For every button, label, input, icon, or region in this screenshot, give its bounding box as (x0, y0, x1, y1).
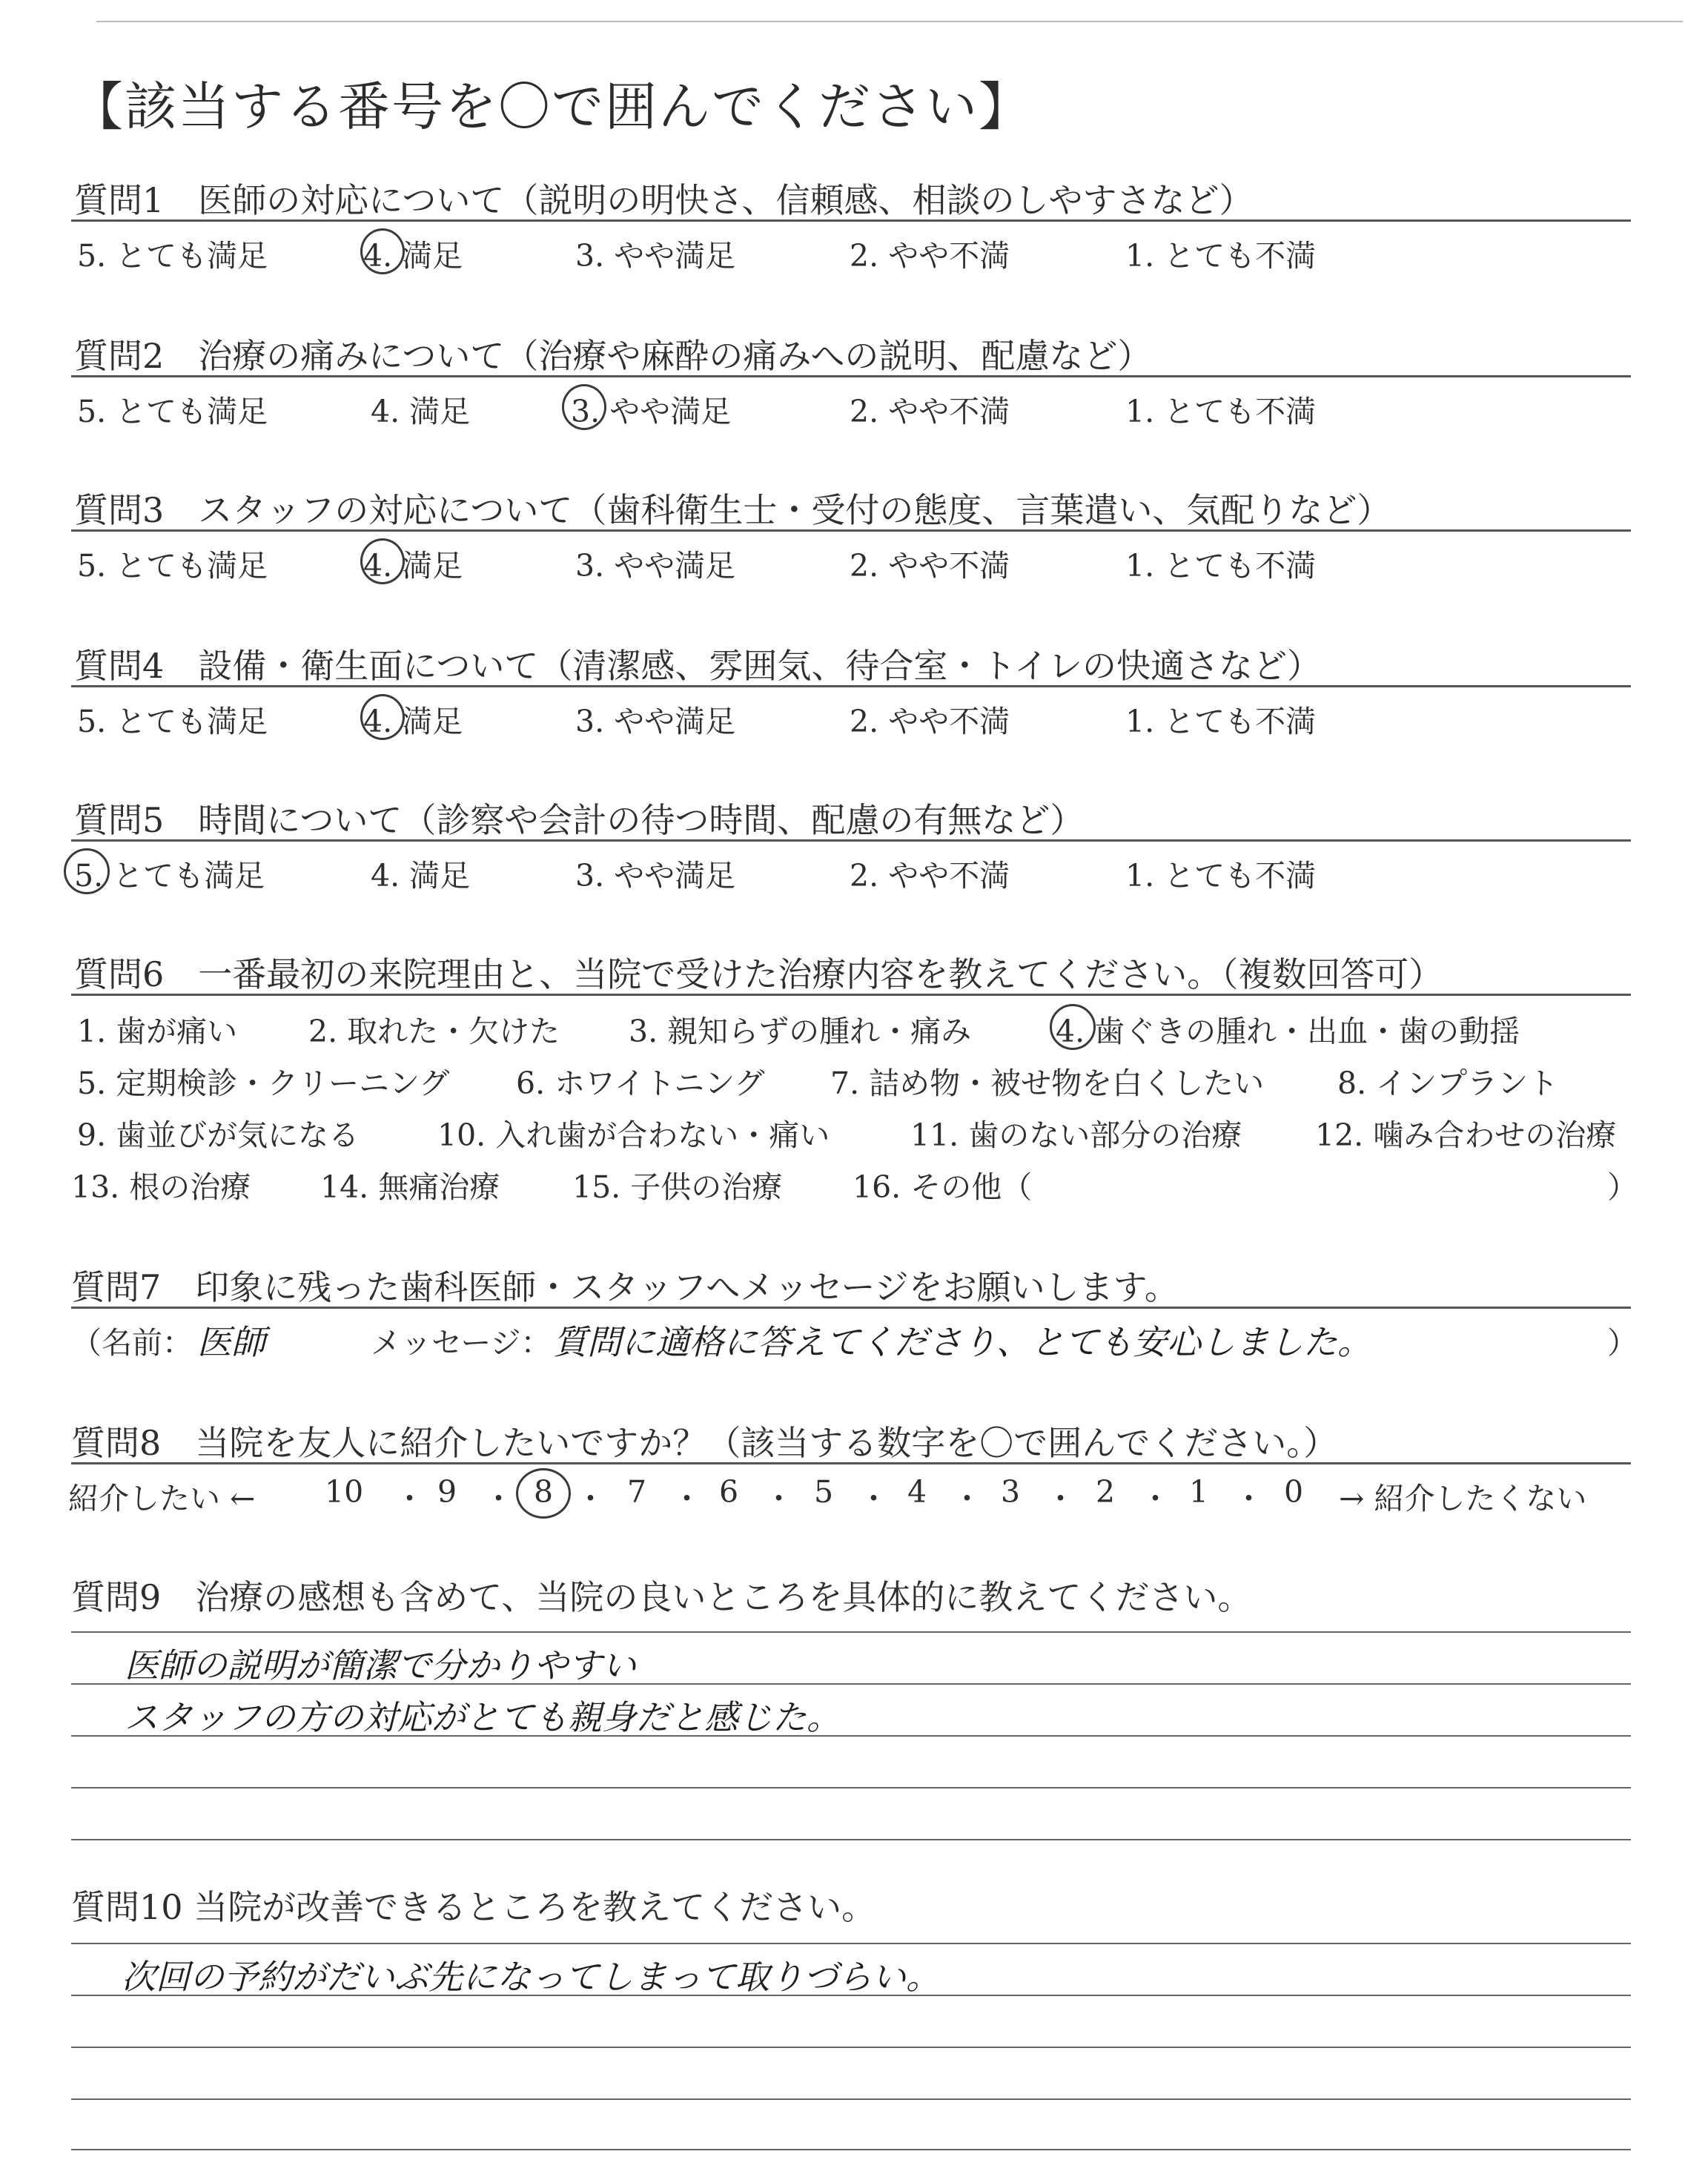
q9-rule-4 (71, 1787, 1631, 1789)
q2-option-4[interactable]: 4. 満足 (371, 394, 471, 429)
q8-sep: ・ (858, 1481, 889, 1516)
q9-answer-line-2[interactable]: スタッフの方の対応がとても親身だと感じた。 (125, 1697, 841, 1737)
q7-name-label: （名前： (71, 1325, 193, 1361)
q3-option-2[interactable]: 2. やや不満 (850, 548, 1010, 584)
q4-option-4[interactable]: 4. 満足 (363, 704, 463, 739)
q8-scale-6[interactable]: 6 (719, 1474, 739, 1510)
q2-option-1[interactable]: 1. とても不満 (1125, 394, 1317, 429)
q8-sep: ・ (672, 1481, 702, 1516)
q10-answer-line-1[interactable]: 次回の予約がだいぶ先になってしまって取りづらい。 (122, 1957, 940, 1997)
q6-option-11[interactable]: 11. 歯のない部分の治療 (910, 1117, 1242, 1153)
form-header: 【該当する番号を〇で囲んでください】 (71, 76, 1032, 137)
q8-scale-3[interactable]: 3 (1001, 1474, 1021, 1510)
q6-option-2[interactable]: 2. 取れた・欠けた (308, 1014, 560, 1049)
q8-scale-8[interactable]: 8 (534, 1474, 554, 1510)
q6-option-6[interactable]: 6. ホワイトニング (516, 1066, 765, 1101)
q5-option-5[interactable]: 5. とても満足 (74, 858, 265, 894)
q8-sep: ・ (764, 1481, 794, 1516)
q8-scale-7[interactable]: 7 (627, 1474, 647, 1510)
q4-option-2[interactable]: 2. やや不満 (850, 704, 1010, 739)
q6-option-9[interactable]: 9. 歯並びが気になる (77, 1117, 360, 1153)
q4-selected-circle (360, 694, 405, 740)
q9-answer-line-1[interactable]: 医師の説明が簡潔で分かりやすい (125, 1645, 636, 1685)
q8-scale-10[interactable]: 10 (325, 1474, 364, 1510)
q10-rule-3 (71, 2047, 1631, 2048)
q6-option-15[interactable]: 15. 子供の治療 (572, 1169, 783, 1205)
q6-option-13[interactable]: 13. 根の治療 (71, 1169, 251, 1205)
q8-scale-5[interactable]: 5 (814, 1474, 834, 1510)
q7-title: 質問7 印象に残った歯科医師・スタッフへメッセージをお願いします。 (71, 1267, 1179, 1307)
q8-left-label: 紹介したい ← (68, 1481, 256, 1516)
q2-option-5[interactable]: 5. とても満足 (77, 394, 268, 429)
q2-option-3[interactable]: 3. やや満足 (571, 394, 732, 429)
q2-selected-circle (562, 384, 606, 430)
q8-title: 質問8 当院を友人に紹介したいですか？（該当する数字を〇で囲んでください。） (71, 1423, 1338, 1463)
q6-title: 質問6 一番最初の来院理由と、当院で受けた治療内容を教えてください。（複数回答可） (74, 954, 1443, 994)
q4-rule (71, 685, 1631, 687)
q1-option-3[interactable]: 3. やや満足 (575, 238, 736, 274)
q8-scale-2[interactable]: 2 (1096, 1474, 1116, 1510)
q6-option-16[interactable]: 16. その他（ (853, 1169, 1033, 1205)
q8-sep: ・ (575, 1481, 606, 1516)
q8-selected-circle (516, 1468, 571, 1519)
q1-option-1[interactable]: 1. とても不満 (1125, 238, 1317, 274)
q5-option-2[interactable]: 2. やや不満 (850, 858, 1010, 894)
q2-option-2[interactable]: 2. やや不満 (850, 394, 1010, 429)
q6-rule (71, 994, 1631, 996)
q1-title: 質問1 医師の対応について（説明の明快さ、信頼感、相談のしやすさなど） (74, 180, 1254, 220)
q2-title: 質問2 治療の痛みについて（治療や麻酔の痛みへの説明、配慮など） (74, 336, 1152, 376)
q8-sep: ・ (1140, 1481, 1171, 1516)
q6-option-5[interactable]: 5. 定期検診・クリーニング (77, 1066, 450, 1101)
q6-option-10[interactable]: 10. 入れ歯が合わない・痛い (437, 1117, 830, 1153)
q4-option-3[interactable]: 3. やや満足 (575, 704, 736, 739)
q8-scale-0[interactable]: 0 (1284, 1474, 1304, 1510)
q4-title: 質問4 設備・衛生面について（清潔感、雰囲気、待合室・トイレの快適さなど） (74, 646, 1322, 686)
q3-option-3[interactable]: 3. やや満足 (575, 548, 736, 584)
q10-rule-2 (71, 1995, 1631, 1996)
q6-option-1[interactable]: 1. 歯が痛い (77, 1014, 238, 1049)
q4-option-5[interactable]: 5. とても満足 (77, 704, 268, 739)
q7-rule (71, 1307, 1631, 1309)
q10-rule-5 (71, 2149, 1631, 2150)
q6-option-14[interactable]: 14. 無痛治療 (320, 1169, 500, 1205)
q8-sep: ・ (1045, 1481, 1076, 1516)
q9-rule-2 (71, 1683, 1631, 1685)
q10-rule-1 (71, 1943, 1631, 1944)
q7-name-value[interactable]: 医師 (197, 1322, 265, 1362)
q9-rule-5 (71, 1839, 1631, 1840)
q1-option-4[interactable]: 4. 満足 (363, 238, 463, 274)
q1-selected-circle (360, 228, 405, 274)
q3-selected-circle (360, 538, 405, 584)
scan-top-edge (96, 21, 1683, 22)
q8-sep: ・ (483, 1481, 514, 1516)
q5-selected-circle (64, 848, 110, 894)
q5-title: 質問5 時間について（診察や会計の待つ時間、配慮の有無など） (74, 800, 1085, 840)
q7-message-value[interactable]: 質問に適格に答えてくださり、とても安心しました。 (553, 1322, 1371, 1362)
q3-option-5[interactable]: 5. とても満足 (77, 548, 268, 584)
q6-option-3[interactable]: 3. 親知らずの腫れ・痛み (629, 1014, 972, 1049)
q6-option-8[interactable]: 8. インプラント (1337, 1066, 1559, 1101)
q5-option-1[interactable]: 1. とても不満 (1125, 858, 1317, 894)
q3-option-4[interactable]: 4. 満足 (363, 548, 463, 584)
q8-scale-9[interactable]: 9 (437, 1474, 457, 1510)
q9-rule-1 (71, 1631, 1631, 1633)
q5-option-3[interactable]: 3. やや満足 (575, 858, 736, 894)
q6-option-4[interactable]: 4. 歯ぐきの腫れ・出血・歯の動揺 (1056, 1014, 1520, 1049)
q8-scale-1[interactable]: 1 (1189, 1474, 1209, 1510)
q4-option-1[interactable]: 1. とても不満 (1125, 704, 1317, 739)
q10-title: 質問10 当院が改善できるところを教えてください。 (71, 1887, 876, 1927)
q3-title: 質問3 スタッフの対応について（歯科衛生士・受付の態度、言葉遣い、気配りなど） (74, 490, 1391, 530)
q9-title: 質問9 治療の感想も含めて、当院の良いところを具体的に教えてください。 (71, 1577, 1252, 1617)
q8-sep: ・ (1234, 1481, 1264, 1516)
q8-sep: ・ (394, 1481, 425, 1516)
q7-close: ） (1607, 1325, 1638, 1361)
q8-scale-4[interactable]: 4 (907, 1474, 927, 1510)
q6-selected-circle (1050, 1004, 1096, 1050)
q1-option-2[interactable]: 2. やや不満 (850, 238, 1010, 274)
q2-rule (71, 375, 1631, 377)
q5-option-4[interactable]: 4. 満足 (371, 858, 471, 894)
q5-rule (71, 839, 1631, 842)
q8-right-label: → 紹介したくない (1339, 1481, 1587, 1516)
q3-option-1[interactable]: 1. とても不満 (1125, 548, 1317, 584)
q8-sep: ・ (952, 1481, 982, 1516)
q10-rule-4 (71, 2098, 1631, 2100)
q7-message-label: メッセージ： (371, 1325, 552, 1361)
q1-option-5[interactable]: 5. とても満足 (77, 238, 268, 274)
q8-rule (71, 1462, 1631, 1464)
q6-option-12[interactable]: 12. 噛み合わせの治療 (1315, 1117, 1617, 1153)
q6-option-7[interactable]: 7. 詰め物・被せ物を白くしたい (830, 1066, 1265, 1101)
q9-rule-3 (71, 1735, 1631, 1737)
q1-rule (71, 219, 1631, 222)
q6-other-close: ） (1607, 1169, 1638, 1205)
q3-rule (71, 529, 1631, 532)
